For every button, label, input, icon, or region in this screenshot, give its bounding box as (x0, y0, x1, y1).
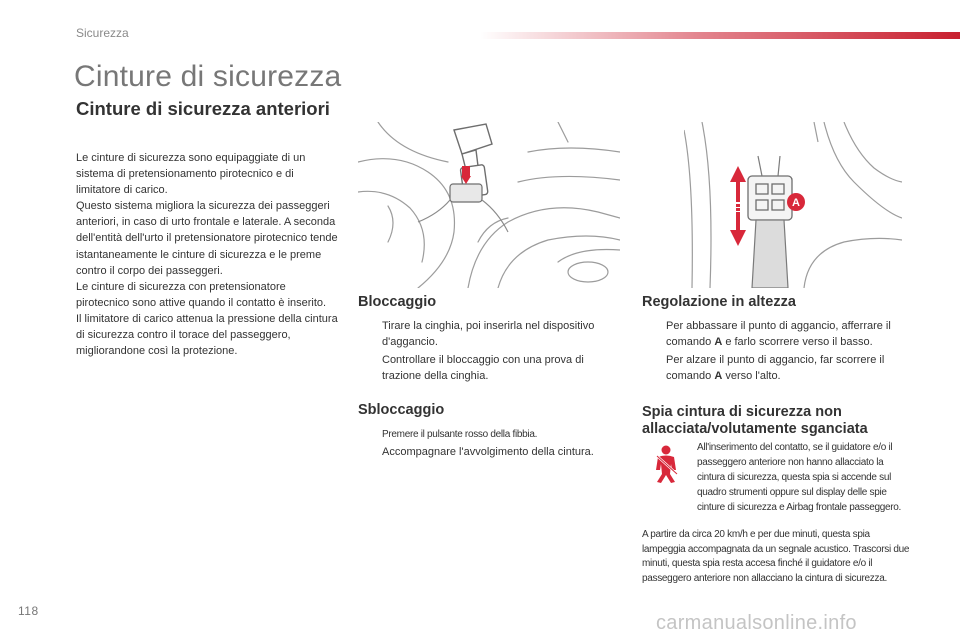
sbloccaggio-title: Sbloccaggio (358, 402, 445, 418)
list-item: Accompagnare l'avvolgimento della cintura. (382, 446, 594, 459)
intro-paragraph: Il limitatore di carico attenua la pressione della cintura di sicurezza contro il torace del passeggero, migliorandone così la protezione. (76, 312, 338, 358)
spia-text-1: All'inserimento del contatto, se il guidatore e/o il passeggero anteriore non hanno allacciato la cintura di sicurezza, questa spia si accende sul quadro strumenti oppure sul display delle spie cinture di sicurezza e Airbag frontale passeggero. (697, 442, 902, 513)
control-key-a: A (714, 336, 723, 349)
seatbelt-warning-icon-svg (646, 444, 686, 484)
list-item: Controllare il bloccaggio con una prova di trazione della cinghia. (382, 354, 584, 383)
bloccaggio-list (358, 318, 620, 386)
spia-title: Spia cintura di sicurezza non allacciata/volutamente sganciata (642, 404, 868, 437)
intro-paragraph: Le cinture di sicurezza sono equipaggiate di un sistema di pretensionamento pirotecnico e di limitatore di carico. (76, 152, 306, 197)
section-subtitle: Cinture di sicurezza anteriori (76, 98, 330, 119)
bloccaggio-title: Bloccaggio (358, 294, 437, 310)
page-title: Cinture di sicurezza (74, 60, 342, 93)
regolazione-title: Regolazione in altezza (642, 294, 796, 310)
watermark: carmanualsonline.info (656, 612, 857, 634)
intro-text (76, 150, 340, 359)
intro-paragraph: Le cinture di sicurezza con pretensionatore pirotecnico sono attive quando il contatto è inserito. (76, 280, 327, 309)
section-label: Sicurezza (76, 26, 129, 40)
list-item: Per alzare il punto di aggancio, far scorrere il comando A verso l'alto. (666, 354, 885, 383)
list-item: Premere il pulsante rosso della fibbia. (382, 429, 538, 440)
spia-text-2: A partire da circa 20 km/h e per due minuti, questa spia lampeggia accompagnata da un segnale acustico. Trascorsi due minuti, questa spia resta accesa finché il guidatore e/o il passeggero anteriore non allacciano la cintura di sicurezza. (642, 529, 910, 584)
page-number: 118 (18, 604, 39, 618)
height-adjust-illustration (684, 122, 902, 288)
list-item: Per abbassare il punto di aggancio, afferrare il comando A e farlo scorrere verso il basso. (666, 320, 891, 349)
regolazione-list (642, 318, 904, 386)
seatbelt-warning-icon (646, 444, 686, 484)
height-adjust-illustration-svg (684, 122, 902, 288)
buckle-illustration (358, 122, 620, 288)
intro-paragraph: Questo sistema migliora la sicurezza dei passeggeri anteriori, in caso di urto frontale e laterale. A seconda dell'entità dell'urto il pretensionatore pirotecnico tende istantaneamente le cinture di sicurezza e le preme contro il corpo dei passeggeri. (76, 200, 338, 277)
sbloccaggio-list (358, 426, 626, 462)
header-accent-bar (480, 32, 960, 39)
buckle-illustration-svg (358, 122, 620, 288)
control-key-a: A (714, 370, 723, 383)
list-item: Tirare la cinghia, poi inserirla nel dispositivo d'aggancio. (382, 320, 595, 349)
callout-a-label: A (792, 197, 800, 209)
